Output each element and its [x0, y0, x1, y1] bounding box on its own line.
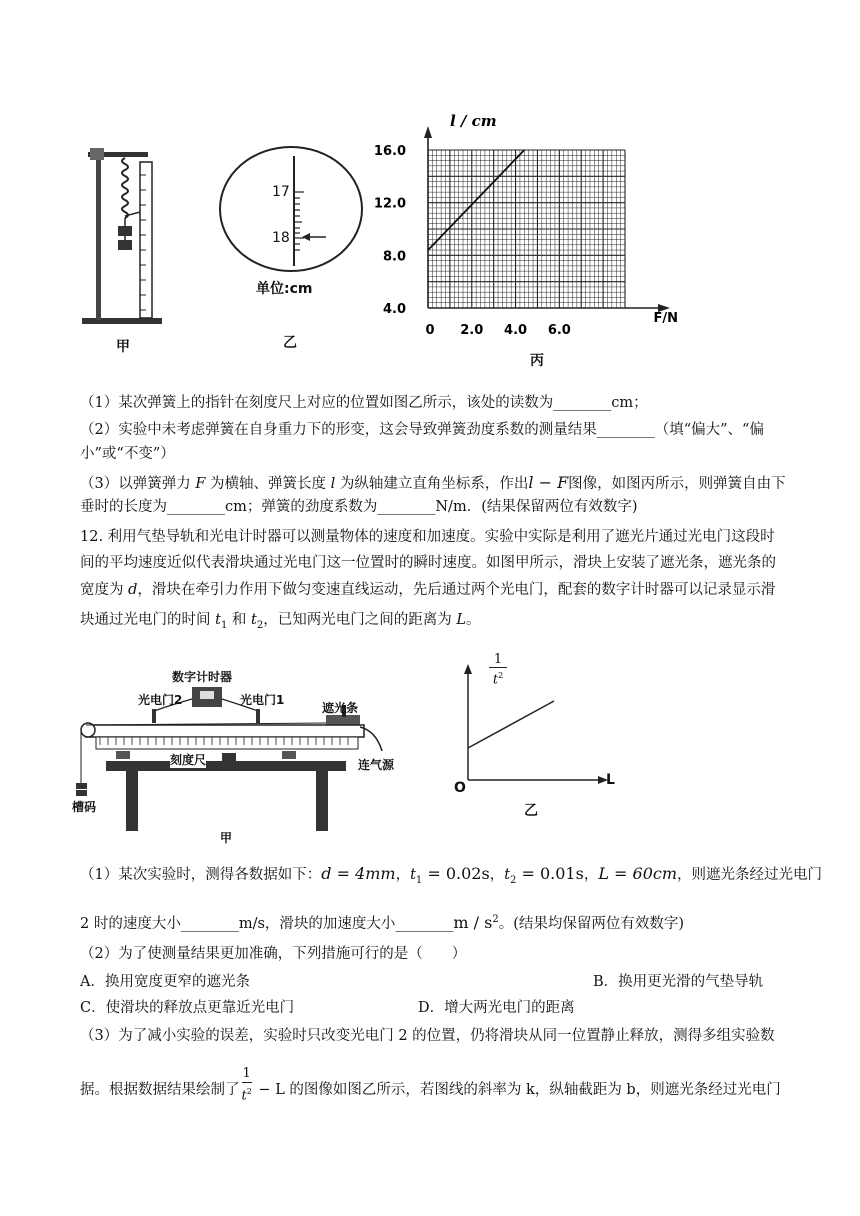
q12-part3-line2: 据。根据数据结果绘制了 $\frac{1}{t^2}$ − L 的图像如图乙所示，若图线的斜率为 k，纵轴截距为 b，则遮光条经过光电门 [80, 1066, 781, 1104]
x-tick-label: 4.0 [504, 323, 528, 338]
x-axis-label: F/N [653, 311, 678, 326]
q11-part3-line2: 垂时的长度为________cm；弹簧的劲度系数为________N/m．(结果保留两位有效数字) [80, 499, 638, 515]
air-source-label: 连气源 [358, 758, 395, 772]
q12-option-d: D．增大两光电门的距离 [418, 1000, 575, 1016]
y-tick-label: 16.0 [373, 144, 406, 159]
unit-label: 单位:cm [256, 281, 313, 297]
air-track-diagram [76, 665, 396, 840]
shield-strip-label: 遮光条 [322, 701, 359, 715]
graph2-line [468, 701, 554, 748]
graph2-origin: O [454, 780, 466, 796]
y-axis-label: l / cm [450, 112, 497, 130]
ruler-tick-18: 18 [272, 230, 290, 246]
figure-label-yi-2: 乙 [524, 803, 538, 819]
graph-grid [428, 150, 625, 308]
x-tick-label: 6.0 [547, 323, 571, 338]
weight-label: 槽码 [72, 800, 97, 814]
timer-label: 数字计时器 [172, 670, 233, 684]
q12-intro-line3: 宽度为 d，滑块在牵引力作用下做匀变速直线运动，先后通过两个光电门，配套的数字计时器可以记录显示滑 [80, 582, 776, 598]
figure-label-jia: 甲 [116, 339, 130, 355]
q12-part2: （2）为了使测量结果更加准确，下列措施可行的是（ ） [80, 946, 467, 962]
graph-ticks [374, 144, 571, 338]
q11-part2-line1: （2）实验中未考虑弹簧在自身重力下的形变，这会导致弹簧劲度系数的测量结果________（填“偏大”、“偏 [80, 422, 764, 438]
y-tick-label: 8.0 [382, 249, 406, 265]
graph-axes [424, 112, 678, 326]
x-tick-label: 2.0 [460, 323, 484, 338]
gate1-label: 光电门1 [240, 693, 285, 707]
graph2-xlabel: L [606, 772, 615, 788]
q12-option-a: A．换用宽度更窄的遮光条 [80, 974, 250, 990]
ruler-tick-17: 17 [272, 184, 290, 200]
q12-part3-line1: （3）为了减小实验的误差，实验时只改变光电门 2 的位置，仍将滑块从同一位置静止释放，测得多组实验数 [80, 1028, 775, 1044]
y-tick-label: 4.0 [382, 302, 406, 317]
gate2-label: 光电门2 [138, 693, 183, 707]
q12-option-b: B．换用更光滑的气垫导轨 [593, 974, 764, 990]
figure-label-yi: 乙 [283, 335, 297, 351]
figure-label-bing: 丙 [530, 353, 544, 369]
x-tick-label: 0 [425, 323, 435, 338]
q12-part1-line2: 2 时的速度大小________m/s，滑块的加速度大小________m / $s^2$。(结果均保留两位有效数字) [80, 912, 685, 932]
q12-intro-line1: 12. 利用气垫导轨和光电计时器可以测量物体的速度和加速度。实验中实际是利用了遮光片通过光电门这段时 [80, 529, 775, 545]
q11-part1: （1）某次弹簧上的指针在刻度尺上对应的位置如图乙所示，该处的读数为________cm； [80, 395, 648, 411]
figure-label-jia-2: 甲 [220, 831, 233, 845]
q12-intro-line4: 块通过光电门的时间 $t_1$ 和 $t_2$，已知两光电门之间的距离为 L。 [80, 612, 481, 631]
spring-apparatus-diagram [80, 140, 175, 330]
scale-label: 刻度尺 [170, 753, 207, 767]
q11-part3-line1: （3）以弹簧弹力 F 为横轴、弹簧长度 l 为纵轴建立直角坐标系，作出l − F图像，如图丙所示，则弹簧自由下 [80, 473, 786, 492]
inline-fraction: $\frac{1}{t^2}$ [241, 1066, 252, 1104]
q12-part1-line1: （1）某次实验时，测得各数据如下：d = 4mm，$t_1 = 0.02s$，$t_2 = 0.01s$，L = 60cm，则遮光条经过光电门 [80, 864, 823, 886]
q11-part2-line2: 小”或“不变”） [80, 446, 175, 462]
y-tick-label: 12.0 [373, 196, 406, 212]
l-f-graph [360, 104, 680, 374]
inv-t2-vs-l-graph [450, 650, 630, 800]
ruler-reading-diagram [218, 144, 364, 274]
y-axis-arrow [424, 126, 432, 138]
graph2-ylabel: 1 $t^2$ [489, 652, 507, 687]
q12-intro-line2: 间的平均速度近似代表滑块通过光电门这一位置时的瞬时速度。如图甲所示，滑块上安装了遮光条，遮光条的 [80, 555, 776, 571]
q12-option-c: C．使滑块的释放点更靠近光电门 [80, 1000, 295, 1016]
